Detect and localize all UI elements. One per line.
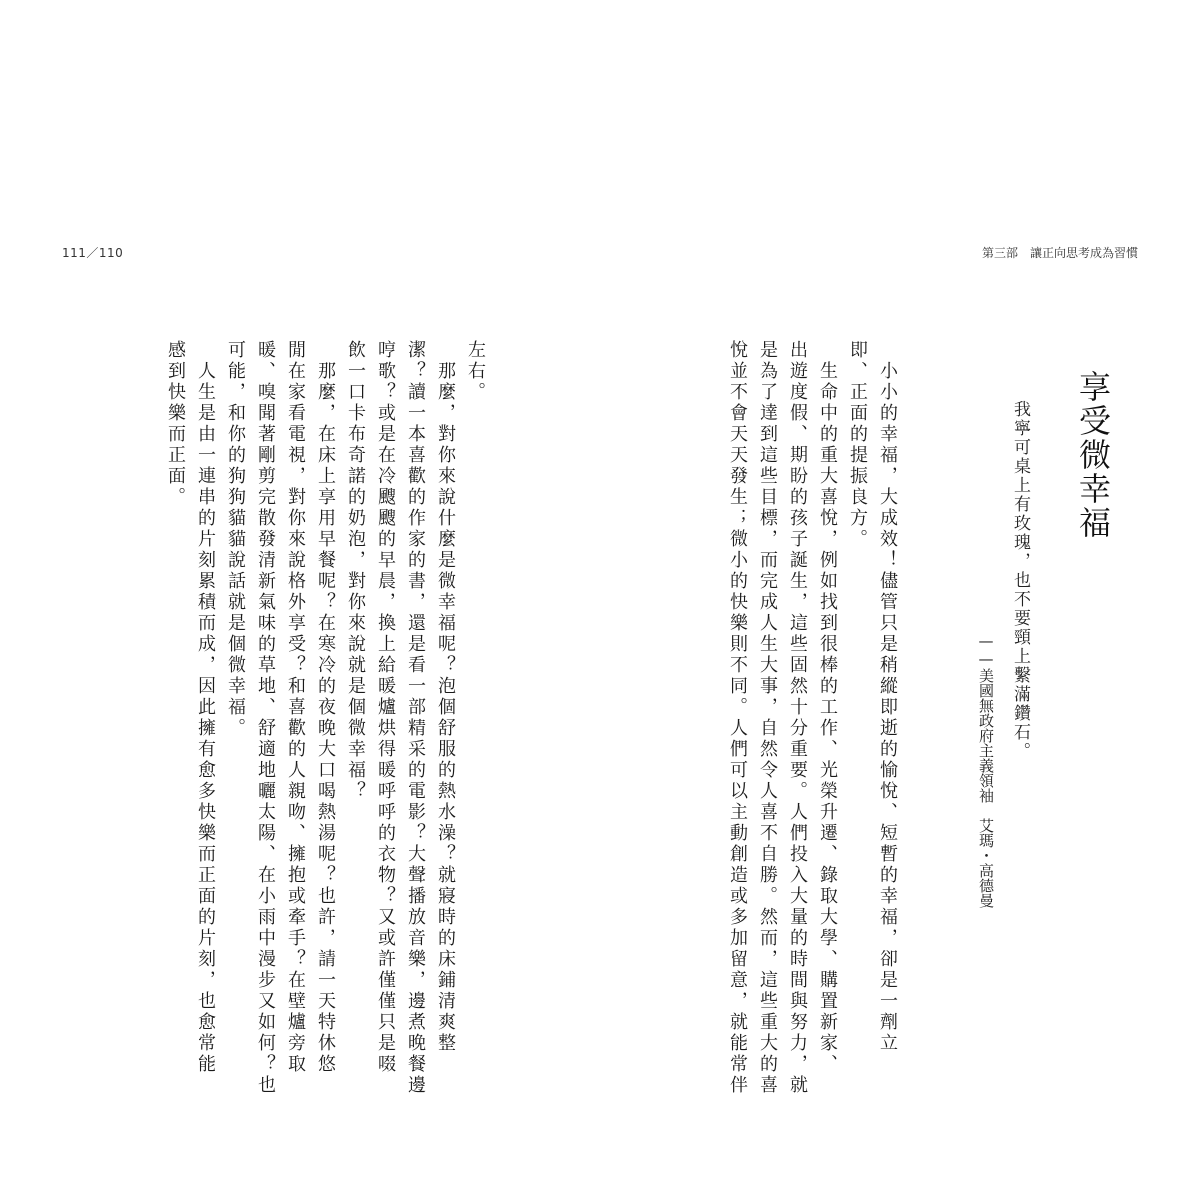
- body-line: 那麼，在床上享用早餐呢？在寒冷的夜晚大口喝熱湯呢？也許，請一天特休悠: [315, 340, 336, 1075]
- right-page: [690, 340, 1150, 1096]
- body-line: 閒在家看電視，對你來說格外享受？和喜歡的人親吻、擁抱或牽手？在壁爐旁取: [285, 340, 306, 1075]
- body-line: 暖、嗅聞著剛剪完散發清新氣味的草地、舒適地曬太陽、在小雨中漫步又如何？也: [255, 340, 276, 1096]
- epigraph-attribution: ——美國無政府主義領袖 艾瑪・高德曼: [977, 632, 995, 908]
- epigraph: 我寧可桌上有玫瑰，也不要頸上繫滿鑽石。: [1010, 400, 1030, 761]
- part-title: 讓正向思考成為習慣: [1029, 246, 1138, 260]
- body-line: 感到快樂而正面。: [165, 340, 186, 508]
- body-line: 生命中的重大喜悅，例如找到很棒的工作、光榮升遷、錄取大學、購置新家、: [817, 340, 838, 1075]
- body-line: 即、正面的提振良方。: [847, 340, 868, 550]
- page-numbers: 111／110: [62, 246, 124, 260]
- body-line: 哼歌？或是在冷颼颼的早晨，換上給暖爐烘得暖呼呼的衣物？又或許僅僅只是啜: [375, 340, 396, 1075]
- body-line: 那麼，對你來說什麼是微幸福呢？泡個舒服的熱水澡？就寢時的床鋪清爽整: [435, 340, 456, 1054]
- chapter-title: 享受微幸福: [1074, 370, 1112, 540]
- body-line: 潔？讀一本喜歡的作家的書，還是看一部精采的電影？大聲播放音樂，邊煮晚餐邊: [405, 340, 426, 1096]
- body-line: 小小的幸福，大成效！儘管只是稍縱即逝的愉悅、短暫的幸福，卻是一劑立: [877, 340, 898, 1054]
- running-header: [982, 244, 1138, 261]
- left-page: [160, 340, 500, 1096]
- body-line: 可能，和你的狗狗貓貓說話就是個微幸福。: [225, 340, 246, 739]
- body-line: 飲一口卡布奇諾的奶泡，對你來說就是個微幸福？: [345, 340, 366, 802]
- part-label: 第三部: [981, 246, 1018, 260]
- body-line: 悅並不會天天發生；微小的快樂則不同。人們可以主動創造或多加留意，就能常伴: [727, 340, 748, 1096]
- body-line: 人生是由一連串的片刻累積而成，因此擁有愈多快樂而正面的片刻，也愈常能: [195, 340, 216, 1075]
- body-line: 左右。: [465, 340, 486, 403]
- body-line: 出遊度假、期盼的孩子誕生，這些固然十分重要。人們投入大量的時間與努力，就: [787, 340, 808, 1096]
- body-line: 是為了達到這些目標，而完成人生大事，自然令人喜不自勝。然而，這些重大的喜: [757, 340, 778, 1096]
